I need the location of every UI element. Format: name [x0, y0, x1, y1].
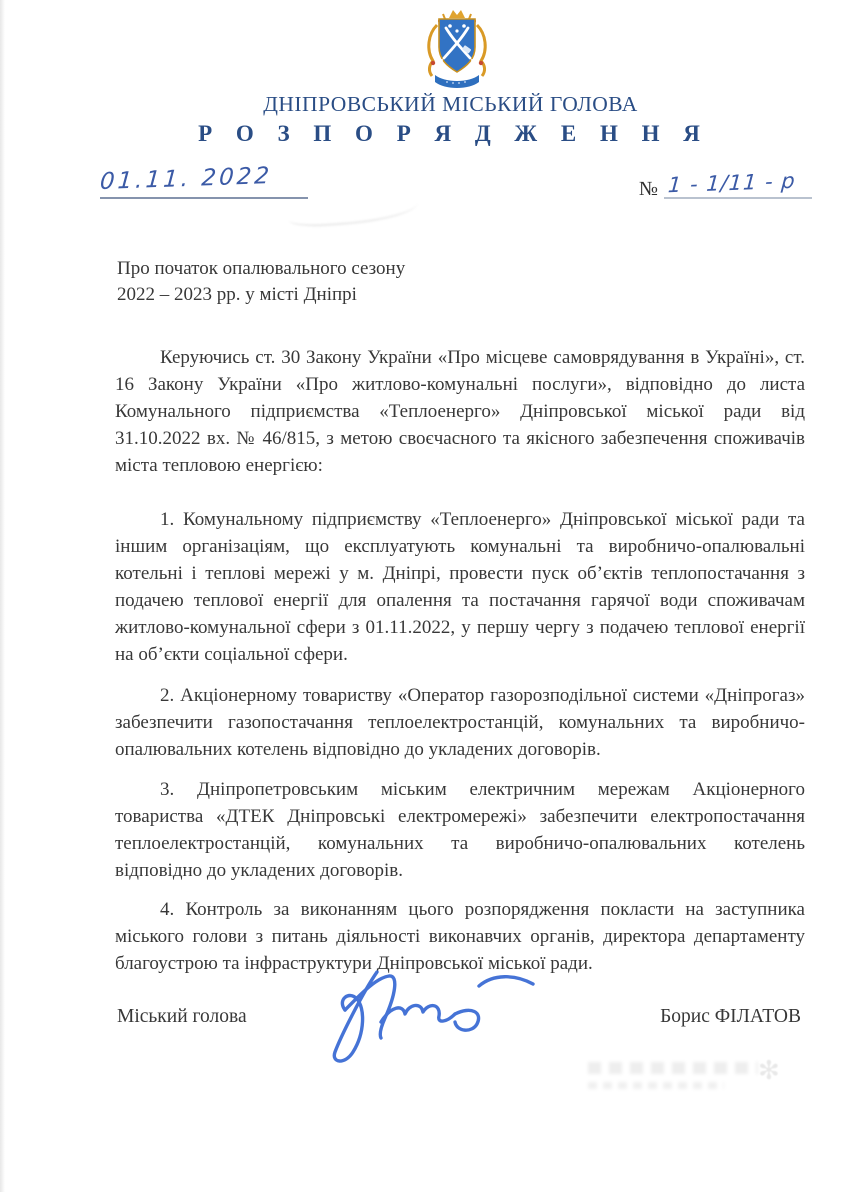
dnipro-coat-of-arms-icon	[409, 7, 505, 89]
organization-title: ДНІПРОВСЬКИЙ МІСЬКИЙ ГОЛОВА	[263, 92, 638, 116]
date-field	[99, 162, 308, 199]
scan-artifact-stamp	[588, 1058, 758, 1092]
order-paragraph-1: 1. Комунальному підприємству «Теплоенерго» Дніпровської міської ради та іншим організаціям, що експлуатують комунальні та виробничо-опалювальні котельні і теплові мережі у м. Дніпрі, провести пуск об’єктів теплопостачання з подачею теплової енергії для опалення та постачання гарячої води споживачам житлово-комунальної сфери з 01.11.2022, у першу чергу з подачею теплової енергії на об’єкти соціальної сфери.	[115, 509, 805, 665]
subject-line-2: 2022 – 2023 рр. у місті Дніпрі	[117, 284, 357, 305]
order-paragraph-4: 4. Контроль за виконанням цього розпорядження покласти на заступника міського голови з питань діяльності виконавчих органів, директора департаменту благоустрою та інфраструктури Дніпровської міської ради.	[115, 899, 805, 974]
number-field	[638, 168, 812, 200]
handwritten-number: 1 - 1/11 - р	[667, 168, 797, 198]
order-paragraph-2: 2. Акціонерному товариству «Оператор газорозподільної системи «Дніпрогаз» забезпечити газопостачання теплоелектростанцій, комунальних та виробничо-опалювальних котелень відповідно до укладених договорів.	[115, 685, 805, 760]
faint-snowflake-mark: ✻	[758, 1056, 780, 1086]
number-underline	[664, 168, 812, 199]
handwritten-signature	[295, 962, 545, 1070]
subject-block	[117, 256, 405, 308]
meta-row	[99, 162, 812, 200]
order-preamble: Керуючись ст. 30 Закону України «Про місцеве самоврядування в Україні», ст. 16 Закону України «Про житлово-комунальні послуги», відповідно до листа Комунального підприємства «Теплоенерго» Дніпровської міської ради від 31.10.2022 вх. № 46/815, з метою своєчасного та якісного забезпечення споживачів міста тепловою енергією:	[115, 347, 805, 476]
signer-name: Борис ФІЛАТОВ	[660, 1006, 801, 1027]
number-sign-label: №	[638, 178, 658, 200]
signer-position-title: Міський голова	[117, 1006, 247, 1027]
document-type-title: Р О З П О Р Я Д Ж Е Н Н Я	[198, 121, 709, 146]
order-paragraph-3: 3. Дніпропетровським міським електричним мережам Акціонерного товариства «ДТЕК Дніпровські електромережі» забезпечити електропостачання теплоелектростанцій, комунальних та виробничо-опалювальних котелень відповідно до укладених договорів.	[115, 779, 805, 881]
handwritten-date: 01.11. 2022	[99, 162, 273, 196]
subject-line-1: Про початок опалювального сезону	[117, 258, 406, 279]
scan-edge-shade	[0, 0, 5, 1192]
